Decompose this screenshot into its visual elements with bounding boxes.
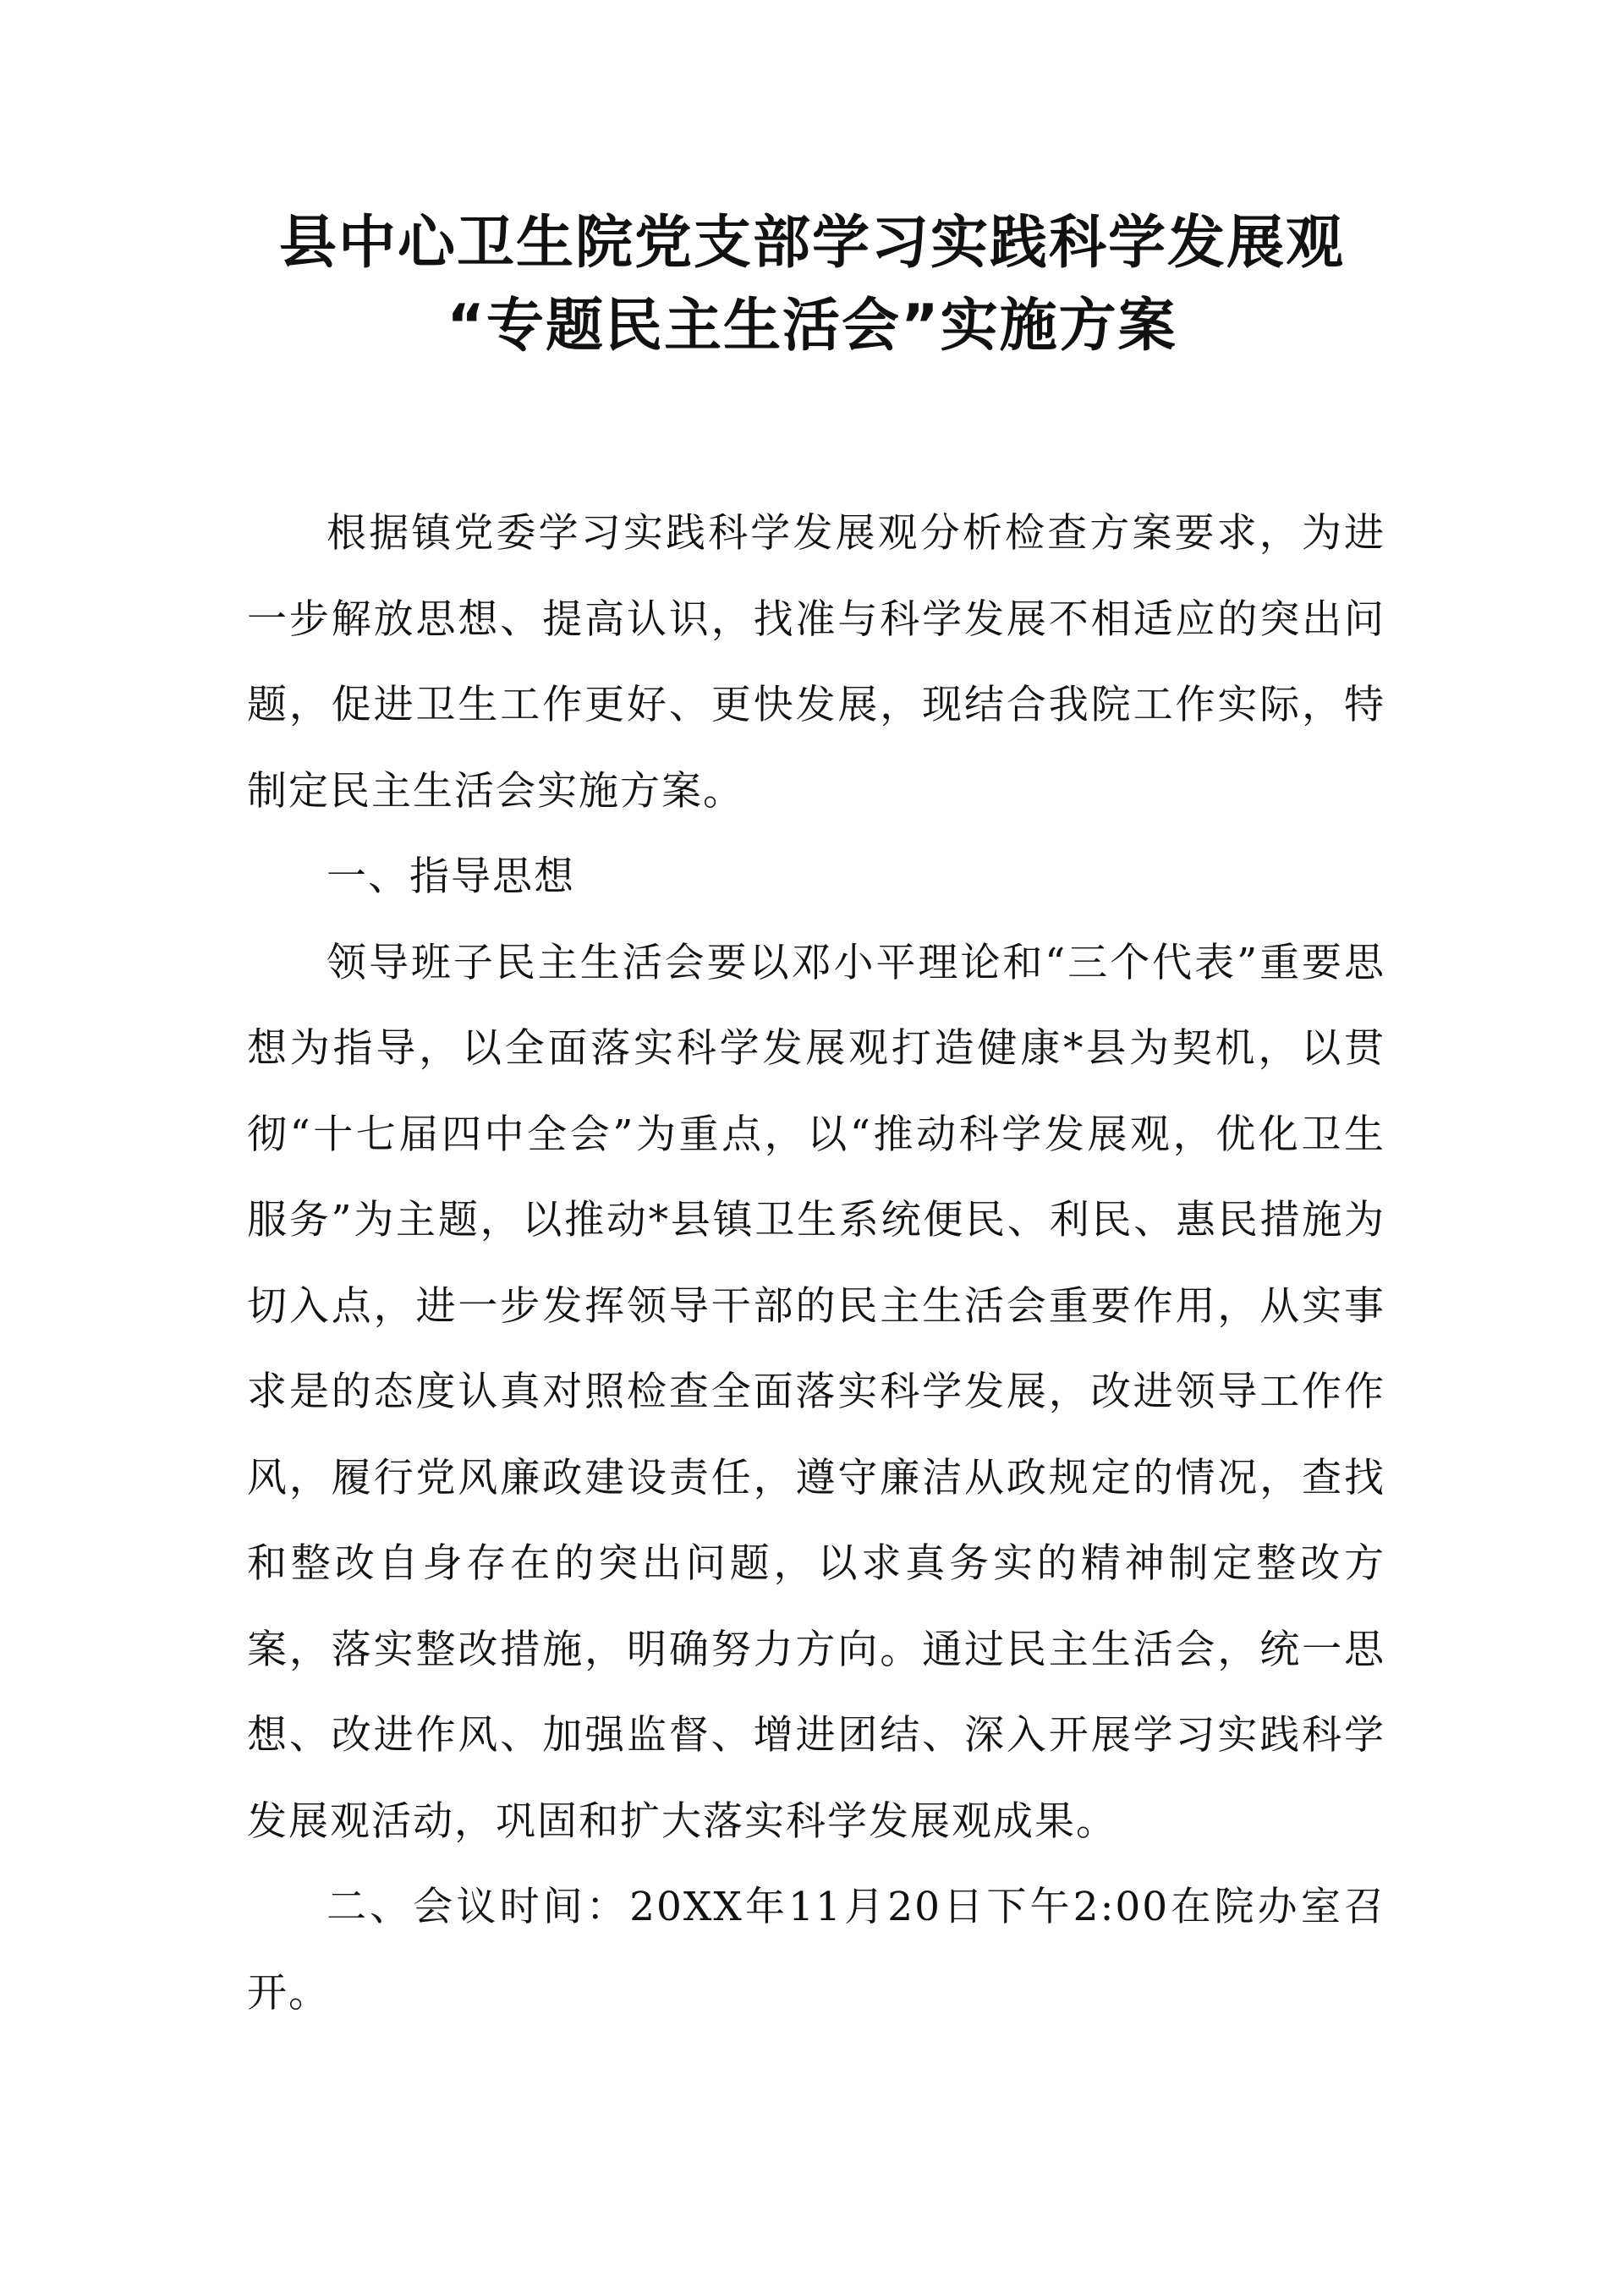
document-title-line-2: “专题民主生活会”实施方案 — [447, 293, 1177, 359]
meeting-time-paragraph: 二、会议时间：20XX年11月20日下午2:00在院办室召开。 — [247, 1884, 1385, 2017]
document-title-line-1: 县中心卫生院党支部学习实践科学发展观 — [278, 210, 1345, 277]
intro-paragraph: 根据镇党委学习实践科学发展观分析检查方案要求，为进一步解放思想、提高认识，找准与科学发展不相适应的突出问题，促进卫生工作更好、更快发展，现结合我院工作实际，特制定民主生活会实施方案。 — [247, 510, 1385, 815]
section-heading-guiding-thought: 一、指导思想 — [326, 853, 575, 900]
document-body — [247, 491, 1385, 2036]
guiding-thought-paragraph: 领导班子民主生活会要以邓小平理论和“三个代表”重要思想为指导，以全面落实科学发展观打造健康*县为契机，以贯彻“十七届四中全会”为重点，以“推动科学发展观，优化卫生服务”为主题，以推动*县镇卫生系统便民、利民、惠民措施为切入点，进一步发挥领导干部的民主生活会重要作用，从实事求是的态度认真对照检查全面落实科学发展，改进领导工作作风，履行党风廉政建设责任，遵守廉洁从政规定的情况，查找和整改自身存在的突出问题，以求真务实的精神制定整改方案，落实整改措施，明确努力方向。通过民主生活会，统一思想、改进作风、加强监督、增进团结、深入开展学习实践科学发展观活动，巩固和扩大落实科学发展观成果。 — [247, 939, 1385, 1845]
